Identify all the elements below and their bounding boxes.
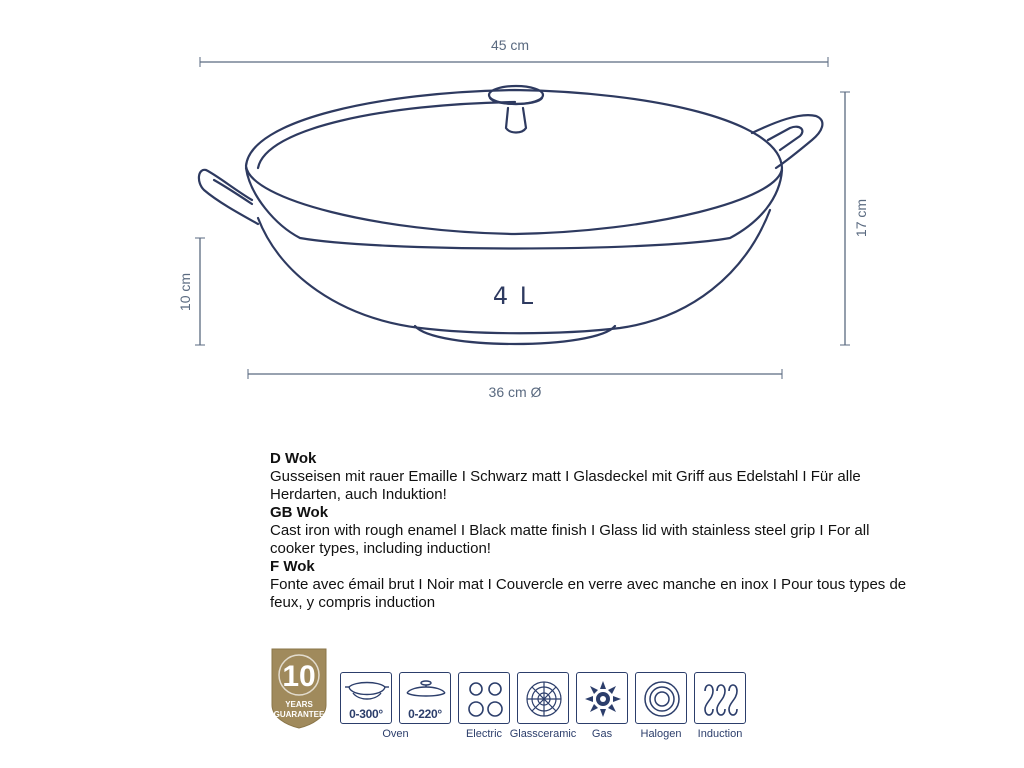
depth-dimension-label: 10 cm <box>177 272 193 312</box>
description-english <box>270 504 910 558</box>
guarantee-line1: YEARS <box>285 700 313 709</box>
base-dimension-label: 36 cm Ø <box>488 384 542 400</box>
electric-hob-icon <box>458 672 510 724</box>
caption-induction: Induction <box>697 728 743 740</box>
glass-ceramic-hob-icon <box>517 672 569 724</box>
description-heading: GB Wok <box>270 504 329 521</box>
description-heading: D Wok <box>270 450 317 467</box>
description-french <box>270 558 910 612</box>
description-text: Cast iron with rough enamel I Black matte finish I Glass lid with stainless steel grip I For all cooker types, including induction! <box>270 522 870 557</box>
caption-glass-ceramic: Glassceramic <box>509 728 577 740</box>
description-german <box>270 450 910 504</box>
caption-halogen: Halogen <box>640 728 682 740</box>
gas-hob-icon <box>576 672 628 724</box>
guarantee-line2: GUARANTEE <box>273 710 325 719</box>
halogen-hob-icon <box>635 672 687 724</box>
height-dimension-label: 17 cm <box>853 198 869 238</box>
induction-hob-icon <box>694 672 746 724</box>
caption-oven: Oven <box>382 728 409 740</box>
product-descriptions <box>270 450 910 612</box>
oven-wok-temperature: 0-300° <box>349 707 383 721</box>
description-heading: F Wok <box>270 558 315 575</box>
description-text: Gusseisen mit rauer Emaille I Schwarz matt I Glasdeckel mit Griff aus Edelstahl I Für alle Herdarten, auch Induktion! <box>270 468 861 503</box>
caption-electric: Electric <box>465 728 503 740</box>
feature-icons <box>268 645 788 755</box>
volume-label: 4 L <box>492 282 536 310</box>
guarantee-seal-icon <box>268 645 330 729</box>
oven-wok-icon <box>340 672 392 724</box>
width-dimension-label: 45 cm <box>490 37 530 53</box>
oven-lid-icon <box>399 672 451 724</box>
oven-lid-temperature: 0-220° <box>408 707 442 721</box>
guarantee-number: 10 <box>282 660 316 693</box>
caption-gas: Gas <box>591 728 613 740</box>
description-text: Fonte avec émail brut I Noir mat I Couvercle en verre avec manche en inox I Pour tous types de feux, y compris induction <box>270 576 907 611</box>
